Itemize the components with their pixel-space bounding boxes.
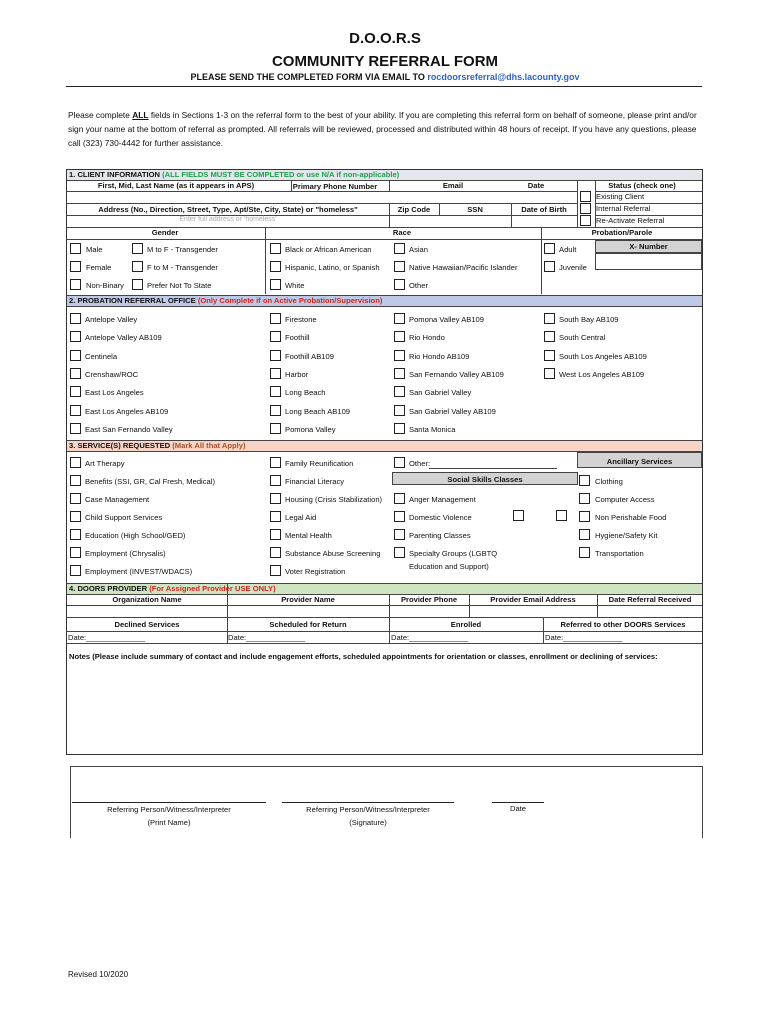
print-name-input[interactable]	[72, 802, 266, 803]
service-label: Substance Abuse Screening	[285, 549, 381, 558]
probation-office-label: San Gabriel Valley	[409, 388, 472, 398]
service-checkbox[interactable]	[270, 511, 281, 522]
probation-office-label: Pomona Valley	[285, 424, 336, 434]
probation-office-checkbox[interactable]	[270, 405, 281, 416]
declined-header: Declined Services	[114, 620, 180, 629]
gender-ftm-checkbox[interactable]	[132, 261, 143, 272]
print-name-label-2: (Print Name)	[147, 818, 191, 827]
social-skill-label: Parenting Classes	[409, 531, 471, 540]
probation-office-label: South Bay AB109	[559, 315, 619, 324]
col-address-header: Address (No., Direction, Street, Type, Apt/Ste, City, State) or "homeless"	[98, 205, 358, 214]
service-other-checkbox[interactable]	[394, 457, 405, 468]
date-received-header: Date Referral Received	[608, 595, 692, 604]
signature-input[interactable]	[282, 802, 454, 803]
intro-pre: Please complete	[68, 110, 133, 120]
address-input[interactable]: Enter full address or 'homeless'	[179, 216, 277, 223]
section1-note: (ALL FIELDS MUST BE COMPLETED or use N/A if non-applicable)	[162, 170, 400, 179]
probation-office-label: South Los Angeles AB109	[559, 351, 647, 361]
race-other-checkbox[interactable]	[394, 279, 405, 290]
gender-nonbinary-checkbox[interactable]	[70, 279, 81, 290]
status-existing-checkbox[interactable]	[580, 191, 591, 202]
probation-office-label: Harbor	[285, 369, 309, 379]
service-checkbox[interactable]	[70, 565, 81, 576]
section4-header	[67, 584, 702, 594]
gender-female-checkbox[interactable]	[70, 261, 81, 272]
service-label: Education (High School/GED)	[85, 531, 186, 540]
provider-name-header: Provider Name	[281, 595, 335, 604]
probation-office-checkbox[interactable]	[70, 368, 81, 379]
probation-office-checkbox[interactable]	[544, 368, 555, 379]
status-reactivate-label: Re-Activate Referral	[596, 216, 665, 225]
social-skill-label: Specialty Groups (LGBTQ	[409, 549, 498, 558]
section2-note: (Only Complete if on Active Probation/Supervision)	[197, 296, 383, 305]
col-probation-header: Probation/Parole	[591, 228, 653, 237]
probation-office-label: Long Beach AB109	[285, 406, 351, 416]
service-label: Financial Literacy	[285, 477, 345, 486]
race-hispanic-checkbox[interactable]	[270, 261, 281, 272]
probation-office-label: Rio Hondo	[409, 333, 445, 343]
dv-option-b-checkbox[interactable]	[556, 510, 567, 521]
race-pacific-checkbox[interactable]	[394, 261, 405, 272]
race-asian-checkbox[interactable]	[394, 243, 405, 254]
social-skills-header: Social Skills Classes	[447, 475, 523, 484]
intro-post: fields in Sections 1-3 on the referral form to the best of your ability. If you are completing this referral form on behalf of someone, please print and/or sign your name at the bottom of referral as prompted. All referrals will be reviewed, processed and distributed within 48 hours of receipt. If you have any questions, please call (323) 730-4442 for further assistance.	[68, 110, 697, 148]
probation-office-label: South Central	[559, 333, 606, 343]
ancillary-header: Ancillary Services	[606, 457, 673, 466]
social-skill-label: Domestic Violence	[409, 513, 472, 522]
probation-office-label: Centinela	[85, 351, 118, 361]
probation-office-label: Antelope Valley	[85, 315, 138, 324]
service-checkbox[interactable]	[270, 457, 281, 468]
gender-mtf-label: M to F - Transgender	[147, 245, 218, 254]
probation-office-checkbox[interactable]	[270, 313, 281, 324]
race-pacific-label: Native Hawaiian/Pacific Islander	[409, 263, 518, 272]
probation-office-label: West Los Angeles AB109	[559, 369, 645, 379]
status-internal-label: Internal Referral	[596, 204, 651, 213]
signature-block	[70, 766, 702, 838]
referral-email-link[interactable]: rocdoorsreferral@dhs.lacounty.gov	[427, 72, 580, 82]
probation-office-checkbox[interactable]	[394, 386, 405, 397]
gender-male-label: Male	[86, 245, 103, 254]
probation-office-checkbox[interactable]	[70, 405, 81, 416]
service-checkbox[interactable]	[70, 475, 81, 486]
signature-date-label: Date	[509, 804, 527, 813]
ancillary-label: Computer Access	[595, 495, 655, 504]
probation-office-checkbox[interactable]	[270, 368, 281, 379]
service-label: Benefits (SSI, GR, Cal Fresh, Medical)	[85, 477, 215, 486]
race-white-label: White	[285, 281, 305, 290]
probation-office-label: Santa Monica	[409, 424, 456, 434]
ancillary-checkbox[interactable]	[579, 493, 590, 504]
social-skill-checkbox[interactable]	[394, 529, 405, 540]
probation-office-label: East Los Angeles	[85, 388, 144, 398]
probation-office-checkbox[interactable]	[270, 350, 281, 361]
service-label: Employment (INVEST/WDACS)	[85, 567, 193, 576]
probation-office-label: East Los Angeles AB109	[85, 406, 169, 416]
intro-all: ALL	[132, 110, 149, 120]
probation-office-checkbox[interactable]	[394, 313, 405, 324]
gender-mtf-checkbox[interactable]	[132, 243, 143, 254]
signature-date-input[interactable]	[492, 802, 544, 803]
section4-note: (For Assigned Provider USE ONLY)	[149, 584, 276, 593]
section2-title: 2. PROBATION REFERRAL OFFICE	[69, 296, 196, 305]
instructions	[68, 108, 708, 150]
service-checkbox[interactable]	[270, 493, 281, 504]
ancillary-checkbox[interactable]	[579, 475, 590, 486]
probation-juvenile-label: Juvenile	[559, 263, 587, 272]
col-race-header: Race	[392, 228, 412, 237]
revision-date: Revised 10/2020	[68, 970, 129, 979]
social-skill-label: Education and Support)	[409, 562, 489, 571]
referral-form-table	[66, 169, 703, 755]
status-existing-label: Existing Client	[596, 192, 645, 201]
service-other-input[interactable]	[429, 468, 557, 469]
probation-office-label: Rio Hondo AB109	[409, 351, 470, 361]
race-hispanic-label: Hispanic, Latino, or Spanish	[285, 263, 380, 272]
header-divider	[66, 86, 702, 87]
service-checkbox[interactable]	[70, 511, 81, 522]
probation-office-label: Pomona Valley AB109	[409, 315, 485, 324]
probation-adult-label: Adult	[559, 245, 577, 254]
x-number-header: X- Number	[629, 242, 668, 251]
probation-office-checkbox[interactable]	[70, 331, 81, 342]
probation-adult-checkbox[interactable]	[544, 243, 555, 254]
probation-office-checkbox[interactable]	[394, 423, 405, 434]
enrolled-date[interactable]: Date:______________	[391, 633, 469, 642]
form-title: D.O.O.R.S	[349, 30, 421, 47]
probation-office-checkbox[interactable]	[270, 386, 281, 397]
ancillary-checkbox[interactable]	[579, 529, 590, 540]
social-skill-checkbox[interactable]	[394, 493, 405, 504]
ancillary-checkbox[interactable]	[579, 511, 590, 522]
col-email-header: Email	[442, 181, 464, 190]
declined-date[interactable]: Date:______________	[68, 633, 146, 642]
gender-prefer-not-label: Prefer Not To State	[147, 281, 212, 290]
ancillary-label: Transportation	[595, 549, 644, 558]
gender-prefer-not-checkbox[interactable]	[132, 279, 143, 290]
gender-ftm-label: F to M - Transgender	[147, 263, 218, 272]
send-instruction	[0, 72, 770, 82]
col-dob-header: Date of Birth	[521, 205, 567, 214]
ancillary-label: Clothing	[595, 477, 623, 486]
service-checkbox[interactable]	[270, 547, 281, 558]
section4-title: 4. DOORS PROVIDER	[69, 584, 148, 593]
col-zip-header: Zip Code	[397, 205, 431, 214]
gender-male-checkbox[interactable]	[70, 243, 81, 254]
race-black-label: Black or African American	[285, 245, 372, 254]
ancillary-label: Hygiene/Safety Kit	[595, 531, 658, 540]
probation-office-label: San Gabriel Valley AB109	[409, 406, 496, 416]
probation-office-label: San Fernando Valley AB109	[409, 369, 504, 379]
x-number-input[interactable]	[595, 253, 702, 270]
race-black-checkbox[interactable]	[270, 243, 281, 254]
form-subtitle: COMMUNITY REFERRAL FORM	[271, 53, 499, 70]
print-name-label-1: Referring Person/Witness/Interpreter	[107, 805, 231, 814]
col-status-header: Status (check one)	[608, 181, 676, 190]
probation-office-checkbox[interactable]	[70, 313, 81, 324]
service-checkbox[interactable]	[70, 457, 81, 468]
scheduled-header: Scheduled for Return	[269, 620, 347, 629]
race-white-checkbox[interactable]	[270, 279, 281, 290]
status-reactivate-checkbox[interactable]	[580, 215, 591, 226]
probation-office-label: East San Fernando Valley	[85, 424, 173, 434]
col-gender-header: Gender	[151, 228, 179, 237]
service-label: Employment (Chrysalis)	[85, 549, 166, 558]
probation-office-checkbox[interactable]	[270, 423, 281, 434]
service-checkbox[interactable]	[270, 475, 281, 486]
probation-office-checkbox[interactable]	[270, 331, 281, 342]
probation-office-checkbox[interactable]	[70, 350, 81, 361]
probation-office-checkbox[interactable]	[394, 350, 405, 361]
probation-office-checkbox[interactable]	[70, 423, 81, 434]
service-label: Child Support Services	[85, 513, 163, 522]
org-name-header: Organization Name	[112, 595, 182, 604]
probation-office-label: Antelope Valley AB109	[85, 333, 162, 343]
service-label: Voter Registration	[285, 567, 346, 576]
probation-office-checkbox[interactable]	[544, 350, 555, 361]
section3-note: (Mark All that Apply)	[172, 441, 246, 450]
col-ssn-header: SSN	[467, 205, 483, 214]
probation-office-checkbox[interactable]	[394, 368, 405, 379]
service-checkbox[interactable]	[70, 493, 81, 504]
signature-label-2: (Signature)	[349, 818, 387, 827]
service-label: Case Management	[85, 495, 150, 504]
provider-phone-header: Provider Phone	[400, 595, 458, 604]
service-checkbox[interactable]	[70, 529, 81, 540]
service-label: Housing (Crisis Stabilization)	[285, 495, 383, 504]
race-asian-label: Asian	[409, 245, 428, 254]
service-label: Art Therapy	[85, 459, 125, 468]
ancillary-label: Non Perishable Food	[595, 513, 667, 522]
col-name-header: First, Mid, Last Name (as it appears in APS)	[97, 181, 255, 190]
service-label: Family Reunification	[285, 459, 354, 468]
section3-title: 3. SERVICE(S) REQUESTED	[69, 441, 171, 450]
probation-office-checkbox[interactable]	[394, 331, 405, 342]
probation-juvenile-checkbox[interactable]	[544, 261, 555, 272]
signature-label-1: Referring Person/Witness/Interpreter	[306, 805, 430, 814]
probation-office-checkbox[interactable]	[544, 313, 555, 324]
probation-office-checkbox[interactable]	[394, 405, 405, 416]
enrolled-header: Enrolled	[450, 620, 482, 629]
section1-title: 1. CLIENT INFORMATION	[69, 170, 160, 179]
service-checkbox[interactable]	[270, 565, 281, 576]
dv-option-a-checkbox[interactable]	[513, 510, 524, 521]
probation-office-label: Firestone	[285, 315, 317, 324]
probation-office-checkbox[interactable]	[544, 331, 555, 342]
col-date-header: Date	[527, 181, 545, 190]
notes-label: Notes (Please include summary of contact and include engagement efforts, scheduled appointments for orientation or classes, enrollment or declining of services:	[69, 652, 658, 661]
send-prefix: PLEASE SEND THE COMPLETED FORM VIA EMAIL TO	[190, 72, 425, 82]
probation-office-label: Long Beach	[285, 388, 326, 398]
section2-header	[67, 296, 702, 306]
race-other-label: Other	[409, 281, 428, 290]
gender-female-label: Female	[86, 263, 112, 272]
gender-nonbinary-label: Non-Binary	[86, 281, 124, 290]
probation-office-label: Foothill	[285, 333, 310, 343]
social-skill-label: Anger Management	[409, 495, 476, 504]
social-skill-checkbox[interactable]	[394, 511, 405, 522]
service-label: Legal Aid	[285, 513, 317, 522]
section1-header	[67, 170, 702, 180]
social-skill-checkbox[interactable]	[394, 547, 405, 558]
ancillary-checkbox[interactable]	[579, 547, 590, 558]
probation-office-checkbox[interactable]	[70, 386, 81, 397]
status-internal-checkbox[interactable]	[580, 203, 591, 214]
section3-header	[67, 441, 702, 451]
referred-header: Referred to other DOORS Services	[560, 620, 686, 629]
scheduled-date[interactable]: Date:______________	[228, 633, 306, 642]
col-phone-header: Primary Phone Number	[292, 182, 378, 191]
notes-textarea[interactable]	[67, 664, 702, 754]
probation-office-label: Foothill AB109	[285, 351, 334, 361]
service-checkbox[interactable]	[70, 547, 81, 558]
referred-date[interactable]: Date:______________	[545, 633, 623, 642]
service-checkbox[interactable]	[270, 529, 281, 540]
service-label: Mental Health	[285, 531, 332, 540]
probation-office-label: Crenshaw/ROC	[85, 369, 139, 379]
service-other-label: Other:	[409, 459, 431, 468]
provider-email-header: Provider Email Address	[490, 595, 576, 604]
